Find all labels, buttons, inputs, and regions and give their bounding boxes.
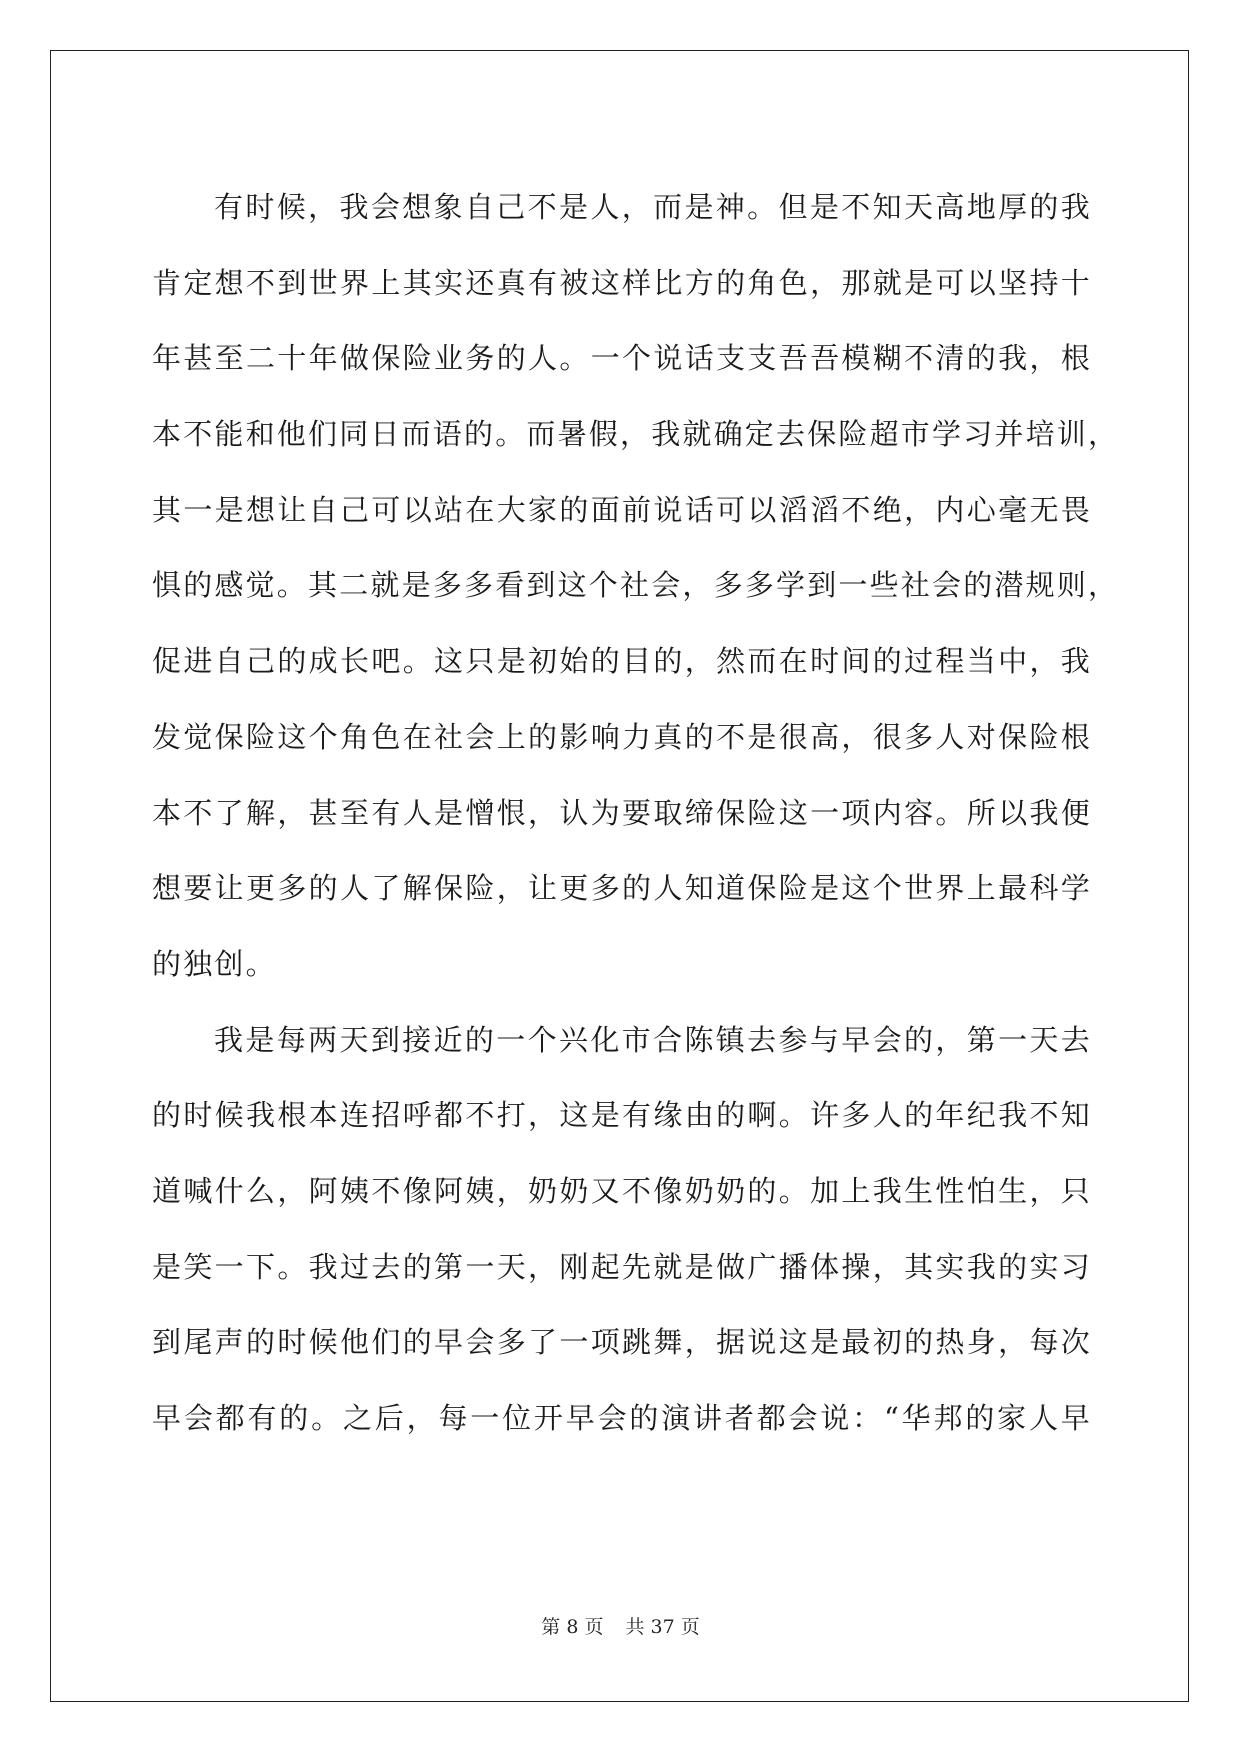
paragraph-1-line-11: 的独创。 — [152, 946, 277, 981]
page-number: 第 8 页 — [541, 1616, 604, 1638]
paragraph-1-line-2: 肯定想不到世界上其实还真有被这样比方的角色，那就是可以坚持十 — [152, 265, 1092, 300]
paragraph-1-line-8: 发觉保险这个角色在社会上的影响力真的不是很高，很多人对保险根 — [152, 719, 1092, 754]
page-total: 共 37 页 — [625, 1616, 700, 1638]
paragraph-1-line-10: 想要让更多的人了解保险，让更多的人知道保险是这个世界上最科学 — [152, 871, 1092, 906]
paragraph-2-line-1: 我是每两天到接近的一个兴化市合陈镇去参与早会的，第一天去 — [214, 1022, 1092, 1057]
paragraph-1-line-9: 本不了解，甚至有人是憎恨，认为要取缔保险这一项内容。所以我便 — [152, 795, 1092, 830]
paragraph-1-line-7: 促进自己的成长吧。这只是初始的目的，然而在时间的过程当中，我 — [152, 644, 1092, 679]
paragraph-2-line-3: 道喊什么，阿姨不像阿姨，奶奶又不像奶奶的。加上我生性怕生，只 — [152, 1173, 1092, 1208]
document-body — [152, 170, 1120, 1457]
paragraph-1-line-3: 年甚至二十年做保险业务的人。一个说话支支吾吾模糊不清的我，根 — [152, 341, 1092, 376]
paragraph-2-line-2: 的时候我根本连招呼都不打，这是有缘由的啊。许多人的年纪我不知 — [152, 1098, 1092, 1133]
paragraph-2-line-5: 到尾声的时候他们的早会多了一项跳舞，据说这是最初的热身，每次 — [152, 1325, 1092, 1360]
paragraph-2-line-6: 早会都有的。之后，每一位开早会的演讲者都会说：“华邦的家人早 — [152, 1401, 1092, 1435]
paragraph-1-line-5: 其一是想让自己可以站在大家的面前说话可以滔滔不绝，内心毫无畏 — [152, 492, 1092, 527]
paragraph-1-line-1: 有时候，我会想象自己不是人，而是神。但是不知天高地厚的我 — [214, 190, 1092, 224]
page-footer — [0, 1612, 1241, 1639]
paragraph-1-line-6: 惧的感觉。其二就是多多看到这个社会，多多学到一些社会的潜规则， — [152, 568, 1120, 603]
paragraph-1-line-4: 本不能和他们同日而语的。而暑假，我就确定去保险超市学习并培训， — [152, 417, 1120, 452]
paragraph-2-line-4: 是笑一下。我过去的第一天，刚起先就是做广播体操，其实我的实习 — [152, 1249, 1092, 1284]
